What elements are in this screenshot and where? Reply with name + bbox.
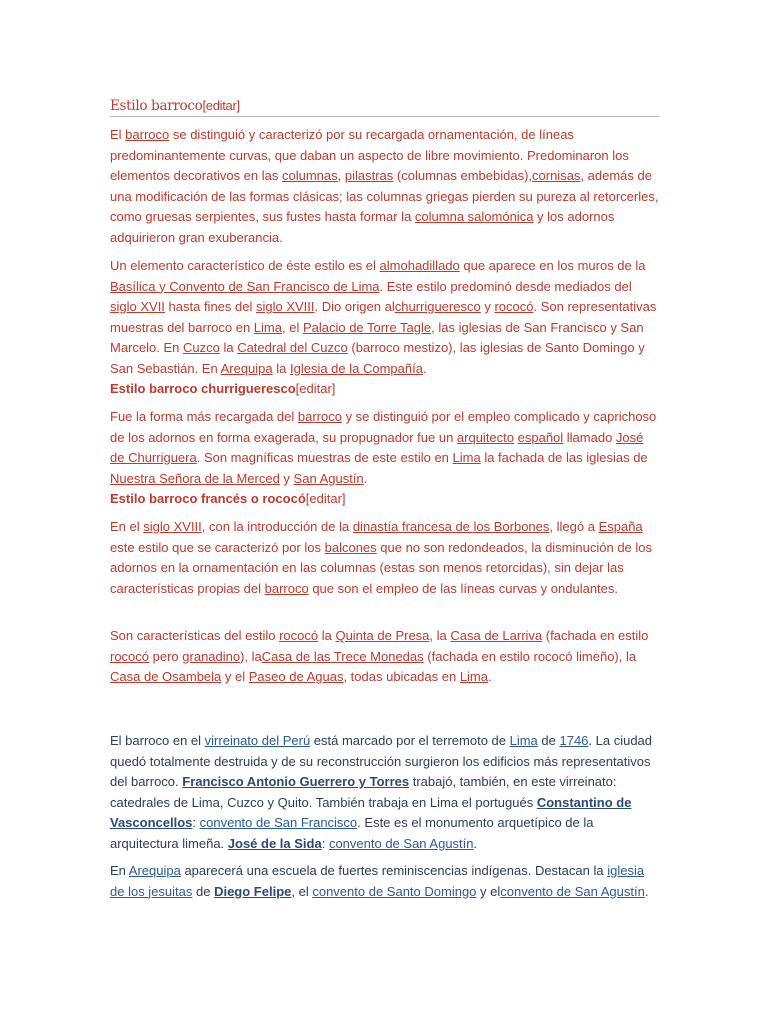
- text: .: [422, 360, 427, 376]
- section-heading-estilo-barroco: [110, 97, 660, 117]
- link-espanol[interactable]: español: [517, 429, 564, 445]
- link-paseo-de-aguas[interactable]: Paseo de Aguas: [248, 669, 344, 684]
- link-diego-felipe[interactable]: Diego Felipe: [214, 883, 292, 899]
- text: , todas ubicadas en: [343, 669, 460, 684]
- text: , el: [281, 319, 303, 335]
- link-almohadillado[interactable]: almohadillado: [379, 258, 460, 273]
- link-iglesia-jesuitas[interactable]: iglesia de los jesuitas: [110, 863, 645, 899]
- text: ,: [337, 168, 345, 183]
- text: (columnas embebidas),: [393, 168, 533, 183]
- subheading-churrigueresco: Estilo barroco churrigueresco: [110, 381, 296, 396]
- link-barroco[interactable]: barroco: [264, 580, 309, 596]
- link-rococo[interactable]: rococó: [110, 648, 150, 664]
- text: . Son magníficas muestras de este estilo en: [196, 450, 453, 465]
- link-pilastras[interactable]: pilastras: [344, 168, 394, 183]
- link-1746[interactable]: 1746: [559, 733, 589, 748]
- paragraph-almohadillado: [110, 256, 660, 400]
- text: El barroco en el: [110, 733, 205, 748]
- link-convento-san-agustin[interactable]: convento de San Agustín: [500, 883, 645, 899]
- text: En: [110, 863, 129, 878]
- text: y el: [476, 883, 501, 899]
- text: ), la: [240, 648, 262, 664]
- link-siglo-xviii[interactable]: siglo XVIII: [255, 299, 315, 314]
- paragraph-arequipa: [110, 861, 660, 902]
- text: de: [537, 733, 560, 748]
- text: (barroco mestizo), las iglesias de Santo Domingo y San Sebastián. En: [110, 340, 645, 376]
- text: de: [192, 883, 215, 899]
- text: .: [488, 669, 492, 684]
- link-cuzco[interactable]: Cuzco: [182, 340, 220, 355]
- text: .: [644, 883, 649, 899]
- paragraph-barroco-intro: [110, 125, 660, 248]
- link-san-agustin[interactable]: San Agustín: [293, 470, 364, 486]
- text: que no son redondeados, la disminución de los adornos en la ornamentación en las columnas (estas son menos retorcidas), sin dejar las características propias del: [110, 539, 653, 596]
- text: este estilo que se caracterizó por los: [110, 539, 325, 555]
- text: . La ciudad quedó totalmente destruida y de su reconstrucción surgieron los edificios más representativos del barroco.: [110, 733, 653, 789]
- text: la: [318, 628, 336, 643]
- text: , el: [291, 883, 313, 899]
- link-arequipa[interactable]: Arequipa: [128, 863, 181, 878]
- section-title: Estilo barroco: [110, 98, 203, 114]
- text: . Este estilo predominó desde mediados del: [379, 278, 632, 294]
- text: trabajó, también, en este virreinato: catedrales de Lima, Cuzco y Quito. También trabaja en Lima el portugués: [110, 774, 617, 810]
- text: se distinguió y caracterizó por su recargada ornamentación, de líneas predominantemente curvas, que daban un aspecto de libre movimiento. Predominaron los elementos decorativos en las: [110, 127, 629, 183]
- link-cornisas[interactable]: cornisas: [532, 168, 581, 183]
- link-balcones[interactable]: balcones: [324, 539, 377, 555]
- link-convento-santo-domingo[interactable]: convento de Santo Domingo: [312, 883, 477, 899]
- text: , las iglesias de San Francisco y San Marcelo. En: [110, 319, 644, 355]
- text: la: [219, 340, 238, 355]
- text: y los adornos adquirieron gran exuberancia.: [110, 209, 615, 245]
- link-rococo[interactable]: rococó: [279, 628, 319, 643]
- paragraph-churrigueresco: [110, 407, 660, 510]
- text: Un elemento característico de éste estilo es el: [110, 258, 380, 273]
- subheading-rococo: Estilo barroco francés o rococó: [110, 491, 306, 506]
- text: , llegó a: [549, 519, 599, 534]
- link-casa-de-larriva[interactable]: Casa de Larriva: [450, 628, 543, 643]
- link-granadino[interactable]: granadino: [182, 648, 241, 664]
- text: y se distinguió por el empleo complicado y caprichoso de los adornos en forma exagerada, su propugnador fue un: [110, 409, 657, 445]
- edit-link[interactable]: [editar]: [202, 98, 240, 113]
- link-columnas[interactable]: columnas: [281, 168, 338, 183]
- link-jose-de-la-sida[interactable]: José de la Sida: [227, 835, 322, 851]
- link-lima[interactable]: Lima: [452, 450, 481, 465]
- text: :: [321, 835, 329, 851]
- link-churrigueresco[interactable]: churrigueresco: [394, 299, 481, 314]
- link-barroco[interactable]: barroco: [125, 127, 170, 142]
- link-convento-san-agustin[interactable]: convento de San Agustín: [328, 835, 474, 851]
- link-iglesia-compania[interactable]: Iglesia de la Compañía: [289, 360, 423, 376]
- link-basilica-san-francisco[interactable]: Basílica y Convento de San Francisco de Lima: [110, 278, 380, 294]
- link-casa-de-osambela[interactable]: Casa de Osambela: [110, 669, 222, 684]
- link-catedral-cuzco[interactable]: Catedral del Cuzco: [237, 340, 348, 355]
- link-lima[interactable]: Lima: [253, 319, 282, 335]
- link-arquitecto[interactable]: arquitecto: [456, 429, 514, 445]
- text: .: [363, 470, 368, 486]
- text: . Dio origen al: [314, 299, 395, 314]
- link-arequipa[interactable]: Arequipa: [220, 360, 273, 376]
- text: (fachada en estilo: [542, 628, 649, 643]
- link-nuestra-senora-merced[interactable]: Nuestra Señora de la Merced: [110, 470, 280, 486]
- link-palacio-torre-tagle[interactable]: Palacio de Torre Tagle: [302, 319, 432, 335]
- text: En el: [110, 519, 144, 534]
- text: :: [192, 815, 200, 830]
- text: , con la introducción de la: [201, 519, 353, 534]
- text: .: [473, 835, 478, 851]
- link-siglo-xvii[interactable]: siglo XVII: [110, 299, 165, 314]
- text: hasta fines del: [164, 299, 256, 314]
- link-convento-san-francisco[interactable]: convento de San Francisco: [199, 815, 358, 830]
- text: (fachada en estilo rococó limeño), la: [423, 648, 637, 664]
- text: y: [480, 299, 495, 314]
- link-siglo-xviii[interactable]: siglo XVIII: [143, 519, 202, 534]
- text: , la: [429, 628, 451, 643]
- link-constantino-vasconcellos[interactable]: Constantino de Vasconcellos: [110, 794, 632, 830]
- link-lima[interactable]: Lima: [509, 733, 538, 748]
- edit-link[interactable]: [editar]: [295, 381, 336, 396]
- text: que aparece en los muros de la: [459, 258, 646, 273]
- text: la fachada de las iglesias de: [480, 450, 648, 465]
- text: , además de una modificación de las formas clásicas; las columnas griegas pierden su pureza al retorcerles, como gruesas serpientes, sus fustes hasta formar la: [110, 168, 659, 224]
- paragraph-rococo: [110, 517, 660, 599]
- text: . Son representativas muestras del barroco en: [110, 299, 657, 335]
- link-dinastia-borbones[interactable]: dinastía francesa de los Borbones: [352, 519, 550, 534]
- link-francisco-guerrero-torres[interactable]: Francisco Antonio Guerrero y Torres: [182, 774, 410, 789]
- text: y: [279, 470, 294, 486]
- paragraph-virreinato-peru: [110, 731, 660, 854]
- link-lima[interactable]: Lima: [459, 669, 488, 684]
- link-jose-de-churriguera[interactable]: José de Churriguera: [110, 429, 644, 465]
- link-espana[interactable]: España: [598, 519, 643, 534]
- text: Son características del estilo: [110, 628, 280, 643]
- text: El: [110, 127, 126, 142]
- text: . Este es el monumento arquetípico de la arquitectura limeña.: [110, 815, 594, 851]
- text: pero: [149, 648, 183, 664]
- text: aparecerá una escuela de fuertes reminiscencias indígenas. Destacan la: [180, 863, 608, 878]
- link-virreinato-peru[interactable]: virreinato del Perú: [204, 733, 311, 748]
- text: y el: [221, 669, 249, 684]
- link-rococo[interactable]: rococó: [494, 299, 534, 314]
- text: la: [272, 360, 290, 376]
- link-quinta-de-presa[interactable]: Quinta de Presa: [335, 628, 430, 643]
- edit-link[interactable]: [editar]: [305, 491, 346, 506]
- paragraph-rococo-examples: [110, 626, 660, 688]
- text: Fue la forma más recargada del: [110, 409, 298, 424]
- text: que son el empleo de las líneas curvas y ondulantes.: [308, 580, 619, 596]
- link-barroco[interactable]: barroco: [297, 409, 342, 424]
- text: llamado: [563, 429, 616, 445]
- link-columna-salomonica[interactable]: columna salomónica: [414, 209, 534, 224]
- link-casa-trece-monedas[interactable]: Casa de las Trece Monedas: [261, 648, 424, 664]
- text: está marcado por el terremoto de: [310, 733, 510, 748]
